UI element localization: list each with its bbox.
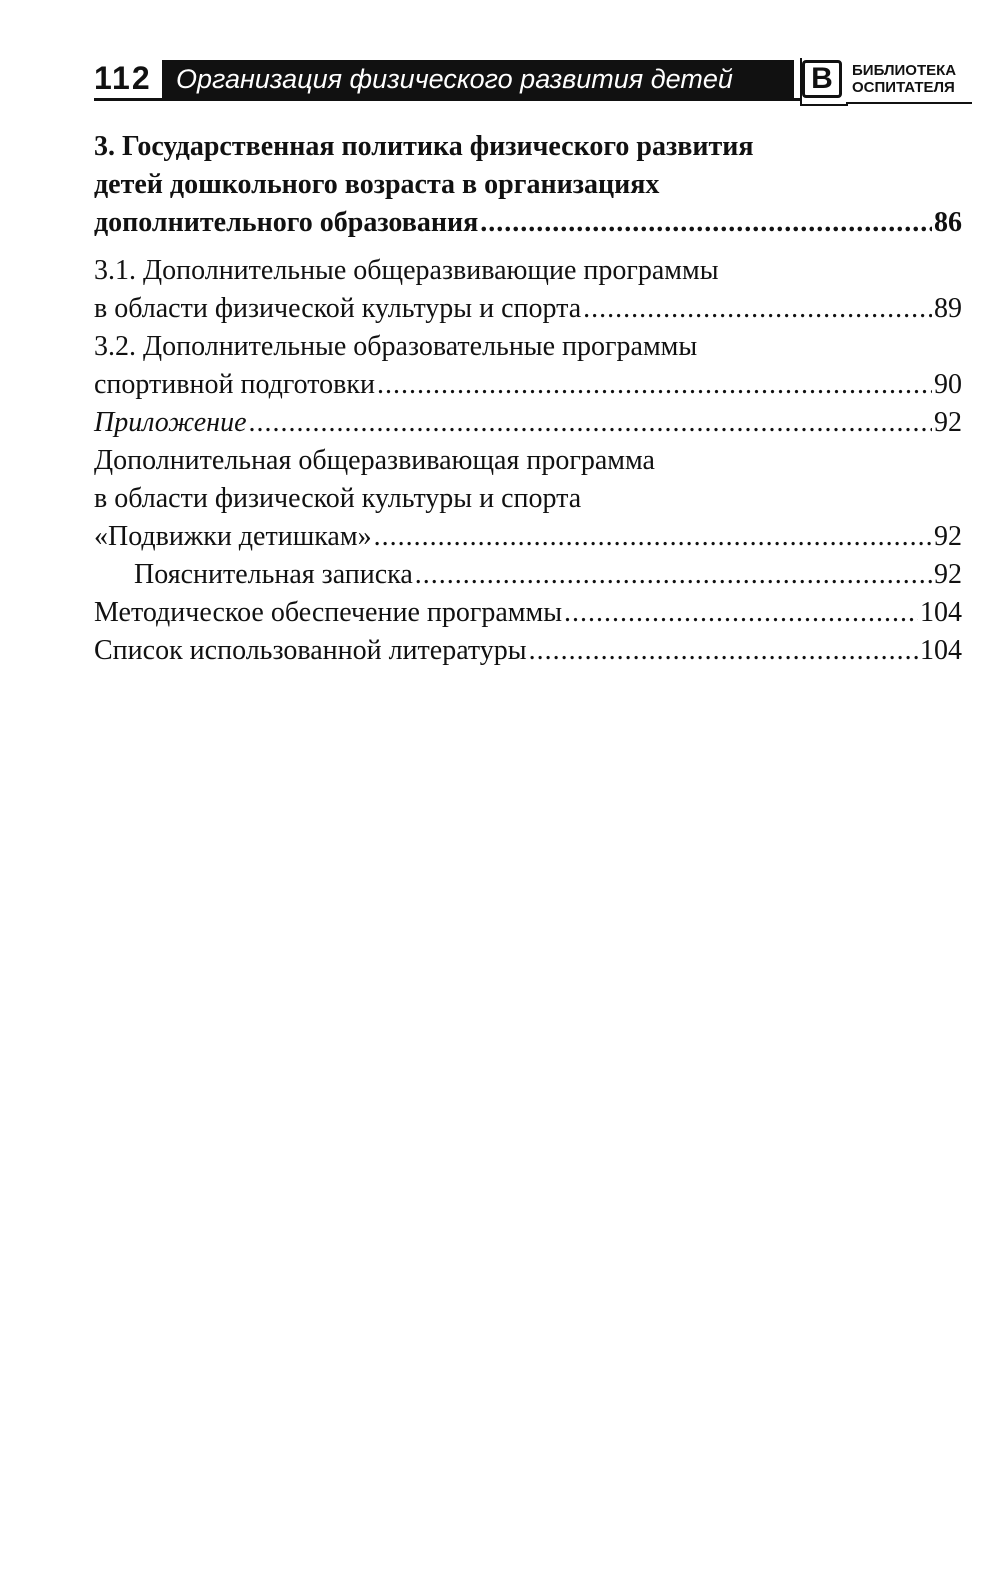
running-title: Организация физического развития детей bbox=[162, 60, 794, 98]
toc-entry bbox=[94, 128, 962, 242]
toc-entry-title: Пояснительная записка bbox=[134, 559, 413, 590]
toc-entry-title: Приложение bbox=[94, 407, 247, 438]
page-number: 112 bbox=[94, 60, 152, 96]
dot-leader bbox=[529, 632, 918, 670]
toc-entry-final-line bbox=[94, 290, 962, 328]
toc-entry-final-line bbox=[94, 366, 962, 404]
toc-entry-line: Дополнительная общеразвивающая программа bbox=[94, 445, 655, 476]
toc-entry-title: спортивной подготовки bbox=[94, 369, 375, 400]
toc-page-number: 86 bbox=[934, 207, 962, 238]
series-logo bbox=[800, 58, 972, 108]
toc-entry-title: «Подвижки детишкам» bbox=[94, 521, 372, 552]
toc-page-number: 104 bbox=[920, 635, 962, 666]
toc-entry bbox=[94, 328, 962, 404]
toc-page-number: 92 bbox=[934, 521, 962, 552]
logo-underline bbox=[846, 102, 972, 104]
toc-entry-line: в области физической культуры и спорта bbox=[94, 483, 582, 514]
logo-line-2: ОСПИТАТЕЛЯ bbox=[852, 79, 955, 96]
toc-entry-title: дополнительного образования bbox=[94, 207, 479, 238]
table-of-contents bbox=[94, 128, 962, 670]
toc-entry bbox=[94, 556, 962, 594]
toc-page-number: 104 bbox=[920, 597, 962, 628]
dot-leader bbox=[374, 518, 932, 556]
toc-entry-line: 3.2. Дополнительные образовательные программы bbox=[94, 331, 698, 362]
logo-line-1: БИБЛИОТЕКА bbox=[852, 62, 957, 79]
toc-entry bbox=[94, 404, 962, 442]
toc-page-number: 90 bbox=[934, 369, 962, 400]
toc-entry-final-line bbox=[94, 518, 962, 556]
dot-leader bbox=[249, 404, 933, 442]
toc-entry-line: детей дошкольного возраста в организациях bbox=[94, 169, 660, 200]
toc-entry-final-line bbox=[94, 404, 962, 442]
toc-page-number: 89 bbox=[934, 293, 962, 324]
toc-entry-line: 3. Государственная политика физического развития bbox=[94, 131, 754, 162]
toc-entry-line: 3.1. Дополнительные общеразвивающие программы bbox=[94, 255, 719, 286]
toc-entry-title: в области физической культуры и спорта bbox=[94, 293, 582, 324]
dot-leader bbox=[583, 290, 932, 328]
header-rule bbox=[94, 98, 800, 101]
toc-entry-final-line bbox=[94, 204, 962, 242]
dot-leader bbox=[415, 556, 932, 594]
toc-entry-title: Методическое обеспечение программы bbox=[94, 597, 563, 628]
dot-leader bbox=[480, 204, 932, 242]
toc-entry bbox=[94, 442, 962, 556]
logo-letter: В bbox=[802, 60, 842, 98]
toc-entry-title: Список использованной литературы bbox=[94, 635, 527, 666]
toc-entry bbox=[94, 594, 962, 632]
toc-entry-final-line bbox=[94, 632, 962, 670]
toc-entry-final-line bbox=[134, 556, 962, 594]
dot-leader bbox=[564, 594, 918, 632]
toc-page-number: 92 bbox=[934, 407, 962, 438]
dot-leader bbox=[377, 366, 932, 404]
toc-entry bbox=[94, 252, 962, 328]
toc-entry bbox=[94, 632, 962, 670]
toc-page-number: 92 bbox=[934, 559, 962, 590]
toc-entry-final-line bbox=[94, 594, 962, 632]
running-header bbox=[94, 58, 972, 108]
logo-text bbox=[852, 62, 956, 96]
